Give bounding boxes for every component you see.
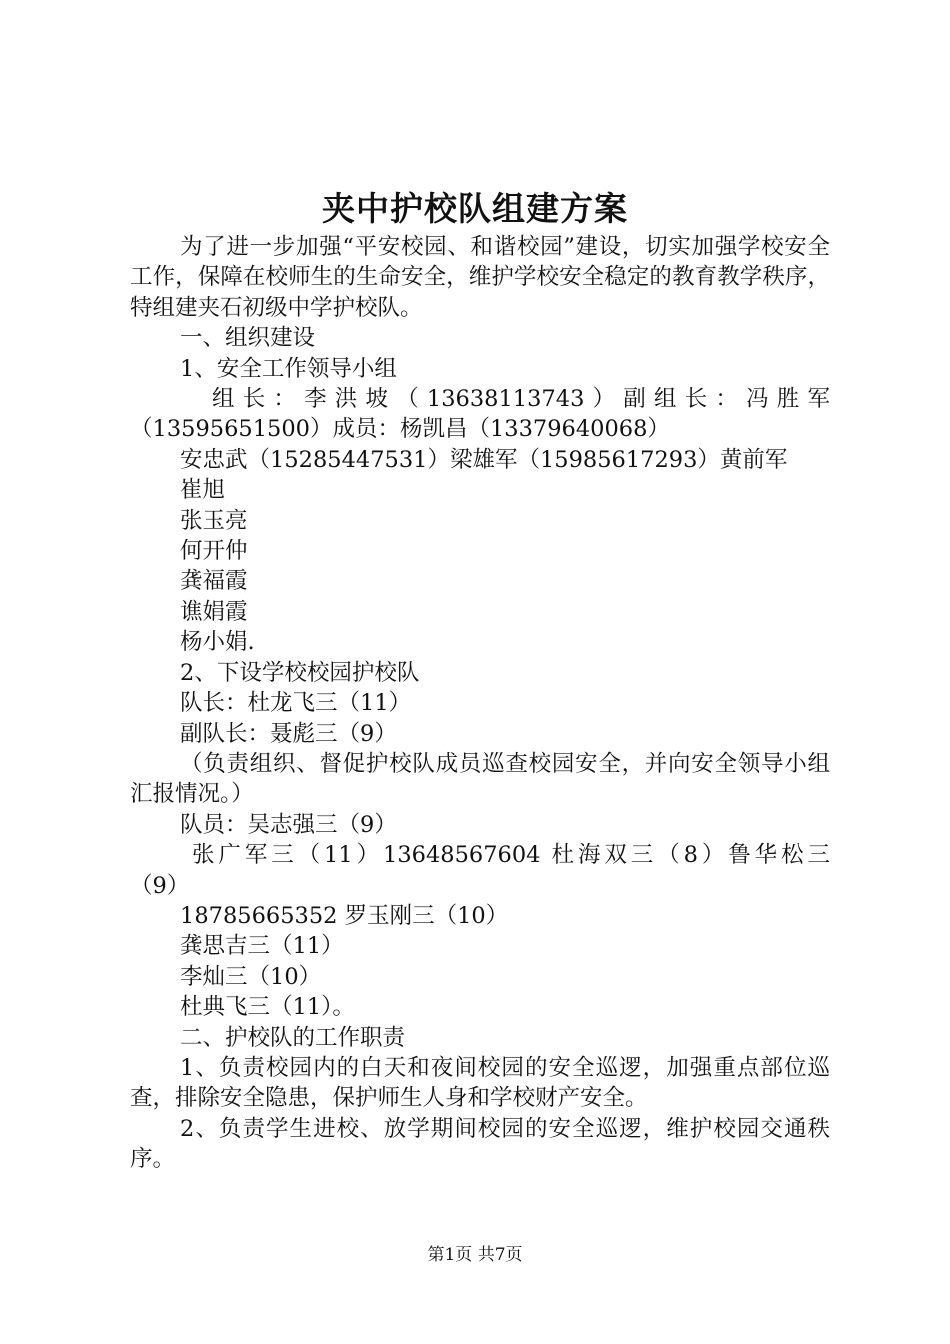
member-name: 龚福霞 bbox=[180, 568, 248, 595]
team-members-line: 张广军三（11）13648567604 杜海双三（8）鲁华松三 bbox=[192, 842, 830, 869]
intro-paragraph: 为了进一步加强“平安校园、和谐校园”建设，切实加强学校安全工作，保障在校师生的生命安全，维护学校安全稳定的教育教学秩序，特组建夹石初级中学护校队。 bbox=[130, 234, 830, 321]
member-name: 谯娟霞 bbox=[180, 598, 248, 625]
duty-paragraph: 2、负责学生进校、放学期间校园的安全巡逻，维护校园交通秩序。 bbox=[130, 1115, 830, 1173]
member-name: 张玉亮 bbox=[180, 507, 248, 534]
captain-line: 队长：杜龙飞三（11） bbox=[180, 690, 412, 717]
team-member: 杜典飞三（11）。 bbox=[180, 994, 355, 1021]
section-heading-organization: 一、组织建设 bbox=[180, 325, 316, 352]
team-member: 龚思吉三（11） bbox=[180, 933, 344, 960]
page-footer: 第1页 共7页 bbox=[427, 1245, 523, 1265]
document-title: 夹中护校队组建方案 bbox=[322, 189, 628, 228]
team-member: 李灿三（10） bbox=[180, 963, 322, 990]
members-line: 安忠武（15285447531）梁雄军（15985617293）黄前军 bbox=[180, 446, 788, 473]
vice-captain-line: 副队长：聂彪三（9） bbox=[180, 720, 397, 747]
leaders-line: 组长：李洪坡（13638113743）副组长：冯胜军 bbox=[212, 386, 830, 413]
team-members-line: 18785665352 罗玉刚三（10） bbox=[180, 902, 509, 929]
duty-paragraph: 1、负责校园内的白天和夜间校园的安全巡逻，加强重点部位巡查，排除安全隐患，保护师生人身和学校财产安全。 bbox=[130, 1054, 830, 1112]
section-heading-duties: 二、护校队的工作职责 bbox=[180, 1024, 406, 1051]
team-members-line-continued: （9） bbox=[130, 872, 190, 899]
team-members-label: 队员：吴志强三（9） bbox=[180, 811, 397, 838]
member-name: 杨小娟. bbox=[180, 629, 255, 656]
vice-captain-note: （负责组织、督促护校队成员巡查校园安全，并向安全领导小组汇报情况。） bbox=[130, 750, 830, 808]
member-name: 何开仲 bbox=[180, 538, 248, 565]
member-name: 崔旭 bbox=[180, 477, 226, 504]
leaders-line-continued: （13595651500）成员：杨凯昌（13379640068） bbox=[130, 416, 670, 443]
document-body bbox=[130, 232, 830, 1175]
subheading-leadership-group: 1、安全工作领导小组 bbox=[180, 355, 397, 382]
subheading-patrol-team: 2、下设学校校园护校队 bbox=[180, 659, 420, 686]
